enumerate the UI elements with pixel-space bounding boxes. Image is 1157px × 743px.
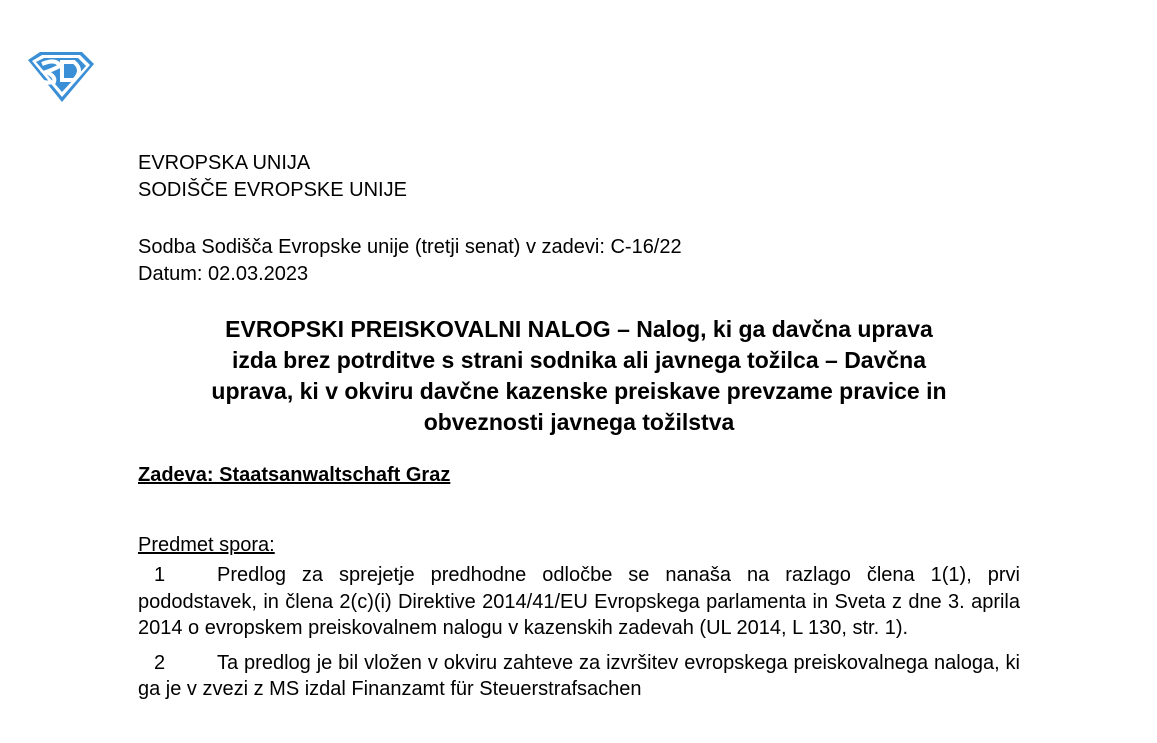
document-body [138, 150, 1020, 703]
case-info [138, 234, 1020, 288]
header-line-1: EVROPSKA UNIJA [138, 152, 311, 174]
paragraph-text: Predlog za sprejetje predhodne odločbe se nanaša na razlago člena 1(1), prvi pododstavek, in člena 2(c)(i) Direktive 2014/41/EU Evropskega parlamenta in Sveta z dne 3. aprila 2014 o evropskem preiskovalnem nalogu v kazenskih zadevah (UL 2014, L 130, str. 1). [138, 564, 1020, 639]
section-heading: Predmet spora: [138, 534, 275, 556]
paragraph-number: 2 [154, 651, 166, 674]
case-reference: Sodba Sodišča Evropske unije (tretji senat) v zadevi: C-16/22 [138, 236, 682, 258]
title-line-4: obveznosti javnega tožilstva [423, 409, 735, 435]
title-line-2: izda brez potrditve s strani sodnika ali javnega tožilca – Davčna [231, 347, 927, 373]
case-subject: Zadeva: Staatsanwaltschaft Graz [138, 464, 451, 486]
paragraph-text: Ta predlog je bil vložen v okviru zahteve za izvršitev evropskega preiskovalnega naloga, ki ga je v zvezi z MS izdal Finanzamt für Steuerstrafsachen [138, 651, 1020, 700]
document-title [138, 314, 1020, 438]
court-logo [22, 50, 96, 104]
title-line-3: uprava, ki v okviru davčne kazenske preiskave prevzame pravice in [211, 378, 947, 404]
paragraph-2 [138, 650, 1020, 703]
title-line-1: EVROPSKI PREISKOVALNI NALOG – Nalog, ki ga davčna uprava [225, 316, 933, 342]
court-header [138, 150, 1020, 204]
logo-shield-icon [22, 50, 96, 104]
paragraph-1 [138, 562, 1020, 642]
header-line-2: SODIŠČE EVROPSKE UNIJE [138, 179, 407, 201]
case-date: Datum: 02.03.2023 [138, 263, 309, 285]
paragraph-number: 1 [154, 564, 166, 586]
